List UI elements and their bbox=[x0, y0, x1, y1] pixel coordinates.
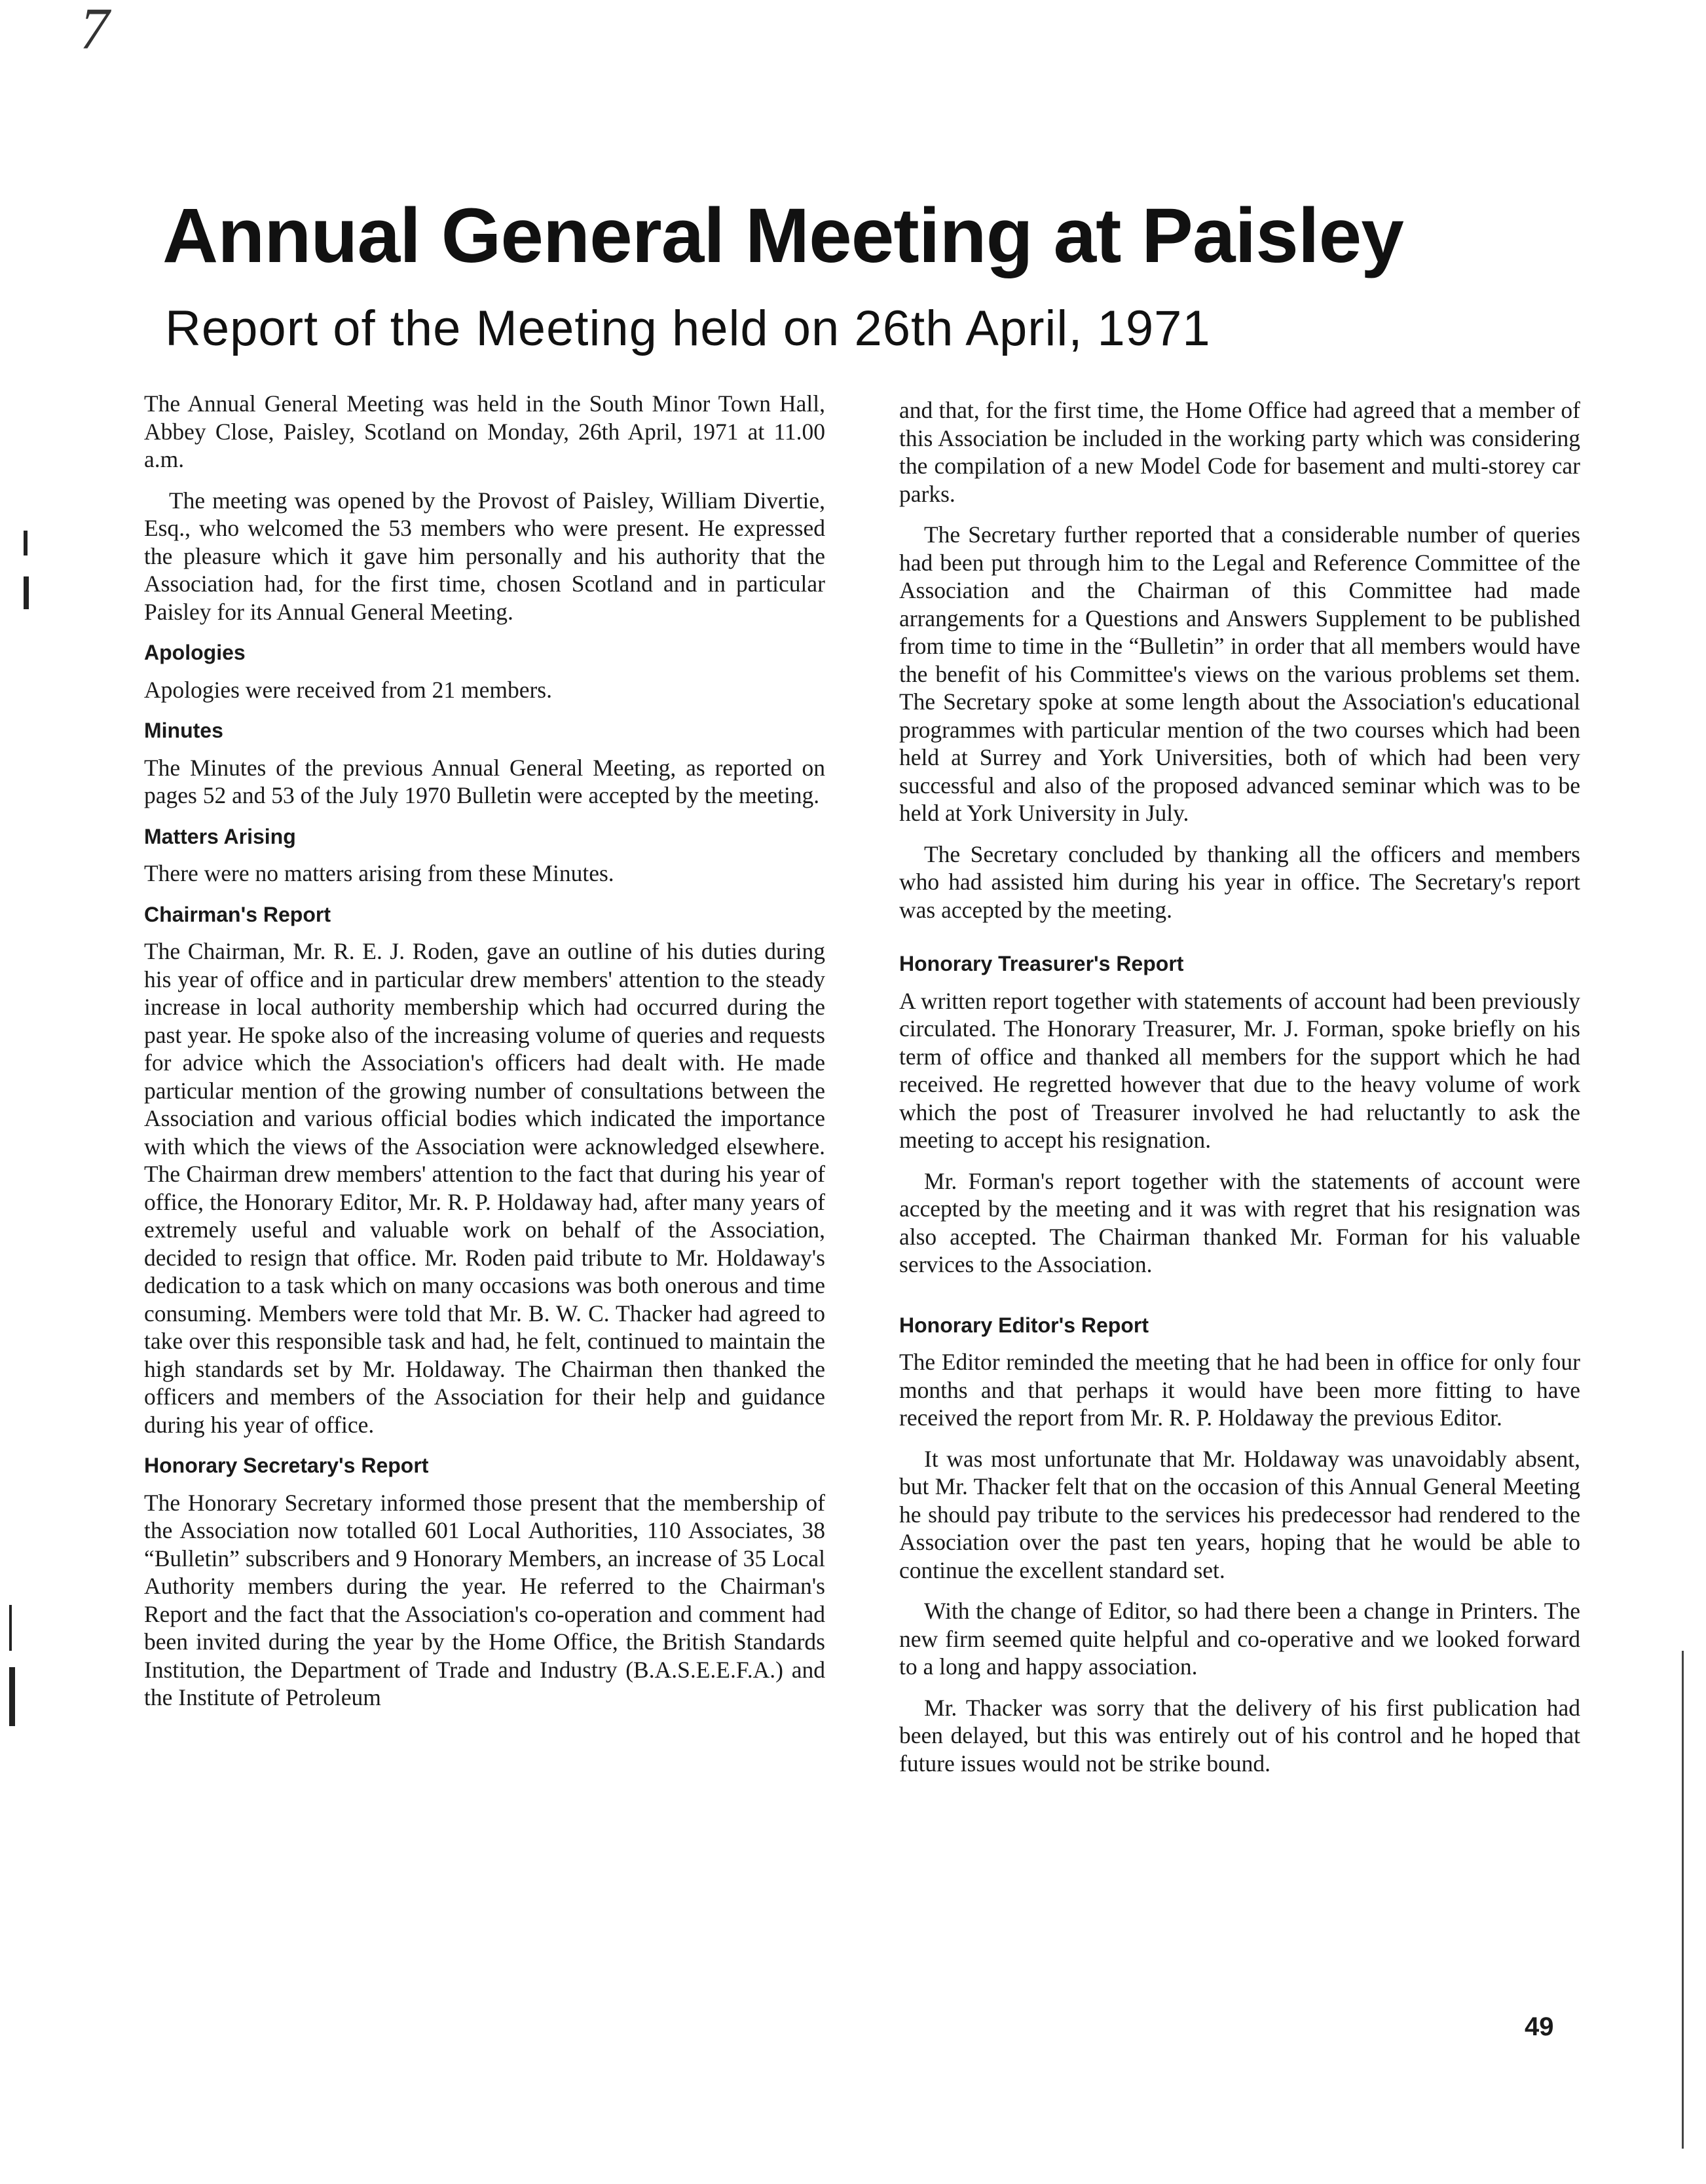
apologies-text: Apologies were received from 21 members. bbox=[144, 676, 553, 703]
treasurer-report-paragraph-1: A written report together with statements of account had been previously circulated. The Honorary Treasurer, Mr. J. Forman, spoke briefly on his term of office and thanked all members for the support which he had received. He regretted however that due to the heavy volume of work which the post of Treasurer involved he had reluctantly to ask the meeting to accept his resignation. bbox=[899, 987, 1580, 1153]
page-subtitle: Report of the Meeting held on 26th April, 1971 bbox=[165, 301, 1211, 356]
scan-binding-mark bbox=[9, 1605, 12, 1651]
minutes-text: The Minutes of the previous Annual General Meeting, as reported on pages 52 and 53 of the July 1970 Bulletin were accepted by the meeting. bbox=[144, 754, 825, 808]
secretary-report-heading: Honorary Secretary's Report bbox=[144, 1454, 429, 1477]
editor-report-paragraph-4: Mr. Thacker was sorry that the delivery of his first publication had been delayed, but this was entirely out of his control and he hoped that future issues would not be strike bound. bbox=[899, 1694, 1580, 1777]
intro-paragraph: The Annual General Meeting was held in the South Minor Town Hall, Abbey Close, Paisley, Scotland on Monday, 26th April, 1971 at 11.00 a.m. bbox=[144, 390, 825, 472]
secretary-report-text: The Honorary Secretary informed those present that the membership of the Association now totalled 601 Local Authorities, 110 Associates, 38 “Bulletin” subscribers and 9 Honorary Members, an increase of 35 Local Authority members during the year. He referred to the Chairman's Report and the fact that the Association's co-operation and comment had been invited during the year by the Home Office, the British Standards Institution, the Department of Trade and Industry (B.A.S.E.E.F.A.) and the Institute of Petroleum bbox=[144, 1489, 825, 1710]
matters-arising-text: There were no matters arising from these Minutes. bbox=[144, 860, 614, 886]
minutes-heading: Minutes bbox=[144, 719, 223, 742]
scan-binding-mark bbox=[24, 576, 29, 609]
handwritten-page-mark: 7 bbox=[80, 0, 109, 62]
secretary-report-continued: and that, for the first time, the Home Office had agreed that a member of this Association be included in the working party which was considering the compilation of a new Model Code for basement and multi-storey car parks. bbox=[899, 397, 1580, 507]
chairmans-report-text: The Chairman, Mr. R. E. J. Roden, gave an outline of his duties during his year of office and in particular drew members' attention to the steady increase in local authority membership which had occurred during the past year. He spoke also of the increasing volume of queries and requests for advice which the Association's officers had dealt with. He made particular mention of the growing number of consultations between the Association and various official bodies which indicated the importance with which the views of the Association were acknowledged elsewhere. The Chairman drew members' attention to the fact that during his year of office, the Honorary Editor, Mr. R. P. Holdaway had, after many years of extremely useful and valuable work on behalf of the Association, decided to resign that office. Mr. Roden paid tribute to Mr. Holdaway's dedication to a task which on many occasions was both onerous and time consuming. Members were told that Mr. B. W. C. Thacker had agreed to take over this responsible task and had, he felt, continued to maintain the high standards set by Mr. Holdaway. The Chairman then thanked the officers and members of the Association for their help and guidance during his year of office. bbox=[144, 938, 825, 1438]
opening-paragraph: The meeting was opened by the Provost of Paisley, William Divertie, Esq., who welcomed the 53 members who were present. He expressed the pleasure which it gave him personally and his authority that the Association had, for the first time, chosen Scotland and in particular Paisley for its Annual General Meeting. bbox=[144, 487, 825, 625]
secretary-report-paragraph-3: The Secretary concluded by thanking all the officers and members who had assisted him during his year in office. The Secretary's report was accepted by the meeting. bbox=[899, 840, 1580, 923]
chairmans-report-heading: Chairman's Report bbox=[144, 902, 331, 926]
treasurer-report-paragraph-2: Mr. Forman's report together with the statements of account were accepted by the meeting and it was with regret that his resignation was also accepted. The Chairman thanked Mr. Forman for his valuable services to the Association. bbox=[899, 1167, 1580, 1277]
secretary-report-paragraph-2: The Secretary further reported that a considerable number of queries had been put through him to the Legal and Reference Committee of the Association and the Chairman of this Committee had made arrangements for a Questions and Answers Supplement to be published from time to time in the “Bulletin” in order that all members would have the benefit of his Committee's views on the various problems set them. The Secretary spoke at some length about the Association's educational programmes with particular mention of the two courses which had been held at Surrey and York Universities, both of which had been very successful and also of the proposed advanced seminar which was to be held at York University in July. bbox=[899, 521, 1580, 826]
editor-report-paragraph-3: With the change of Editor, so had there been a change in Printers. The new firm seemed quite helpful and co-operative and we looked forward to a long and happy association. bbox=[899, 1598, 1580, 1680]
treasurer-report-heading: Honorary Treasurer's Report bbox=[899, 952, 1184, 975]
scan-binding-mark bbox=[24, 531, 28, 555]
editor-report-heading: Honorary Editor's Report bbox=[899, 1313, 1149, 1337]
scan-binding-mark bbox=[9, 1667, 15, 1726]
editor-report-paragraph-2: It was most unfortunate that Mr. Holdaway was unavoidably absent, but Mr. Thacker felt that on the occasion of this Annual General Meeting he should pay tribute to the services his predecessor had rendered to the Association over the past ten years, hoping that he would be able to continue the excellent standard set. bbox=[899, 1445, 1580, 1583]
left-column bbox=[144, 390, 825, 1725]
matters-arising-heading: Matters Arising bbox=[144, 824, 296, 848]
page-title: Annual General Meeting at Paisley bbox=[162, 193, 1403, 279]
right-column bbox=[899, 396, 1580, 1790]
editor-report-paragraph-1: The Editor reminded the meeting that he had been in office for only four months and that perhaps it would have been more fitting to have received the report from Mr. R. P. Holdaway the previous Editor. bbox=[899, 1349, 1580, 1431]
apologies-heading: Apologies bbox=[144, 641, 246, 664]
page-number: 49 bbox=[1525, 2012, 1554, 2041]
scan-edge-line bbox=[1682, 1651, 1684, 2149]
